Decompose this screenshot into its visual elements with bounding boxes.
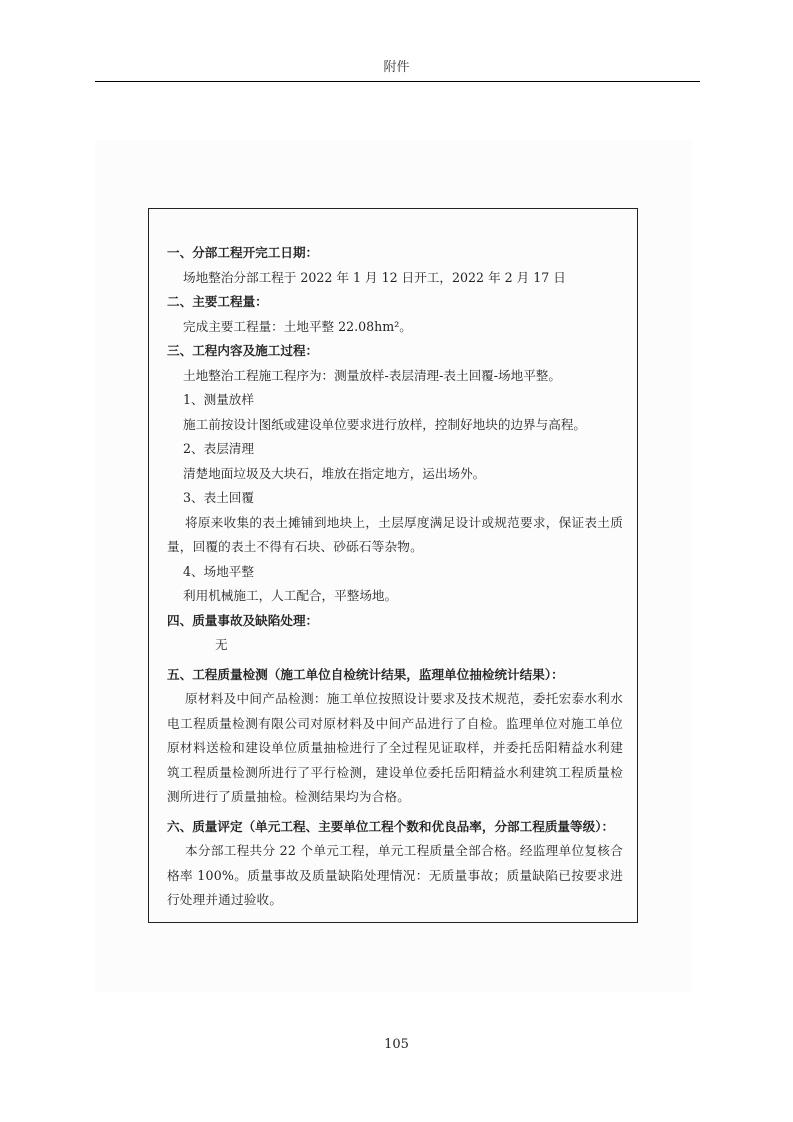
section-1-body: 场地整治分部工程于 2022 年 1 月 12 日开工，2022 年 2 月 17 日 <box>183 269 566 285</box>
step-4-title: 4、场地平整 <box>183 563 254 579</box>
section-3-intro: 土地整治工程施工程序为：测量放样-表层清理-表土回覆-场地平整。 <box>183 367 561 383</box>
step-3-body: 将原来收集的表土摊铺到地块上，土层厚度满足设计或规范要求，保证表土质量，回覆的表土不得有石块、砂砾石等杂物。 <box>167 514 623 554</box>
step-4-body: 利用机械施工，人工配合，平整场地。 <box>183 588 398 603</box>
section-5-body: 原材料及中间产品检测：施工单位按照设计要求及技术规范，委托宏泰水利水电工程质量检测有限公司对原材料及中间产品进行了自检。监理单位对施工单位原材料送检和建设单位质量抽检进行了全过程见证取样，并委托岳阳精益水利建筑工程质量检测所进行了平行检测，建设单位委托岳阳精益水利建筑工程质量检测所进行了质量抽检。检测结果均为合格。 <box>167 691 623 804</box>
step-2-title: 2、表层清理 <box>183 441 254 456</box>
page-header: 附件 <box>383 60 410 75</box>
report-table <box>148 208 638 923</box>
section-2-body: 完成主要工程量：土地平整 22.08hm²。 <box>183 318 412 334</box>
step-3-title: 3、表土回覆 <box>183 490 254 505</box>
section-6-heading: 六、质量评定（单元工程、主要单位工程个数和优良品率，分部工程质量等级）： <box>167 818 615 834</box>
report-content <box>167 241 623 913</box>
page-number: 105 <box>384 1037 409 1052</box>
section-4-heading: 四、质量事故及缺陷处理： <box>167 612 319 628</box>
section-1-heading: 一、分部工程开完工日期： <box>167 245 319 260</box>
step-1-title: 1、测量放样 <box>183 392 254 407</box>
step-1-body: 施工前按设计图纸或建设单位要求进行放样，控制好地块的边界与高程。 <box>183 416 586 432</box>
header-divider <box>95 81 700 82</box>
step-2-body: 清楚地面垃圾及大块石，堆放在指定地方，运出场外。 <box>183 465 486 481</box>
section-5-heading: 五、工程质量检测（施工单位自检统计结果，监理单位抽检统计结果）： <box>167 666 564 682</box>
section-6-body: 本分部工程共分 22 个单元工程，单元工程质量全部合格。经监理单位复核合格率 100%。质量事故及质量缺陷处理情况：无质量事故；质量缺陷已按要求进行处理并通过验收。 <box>167 843 623 907</box>
section-4-body: 无 <box>215 637 228 652</box>
section-3-heading: 三、工程内容及施工过程： <box>167 343 319 358</box>
section-2-heading: 二、主要工程量： <box>167 294 268 309</box>
